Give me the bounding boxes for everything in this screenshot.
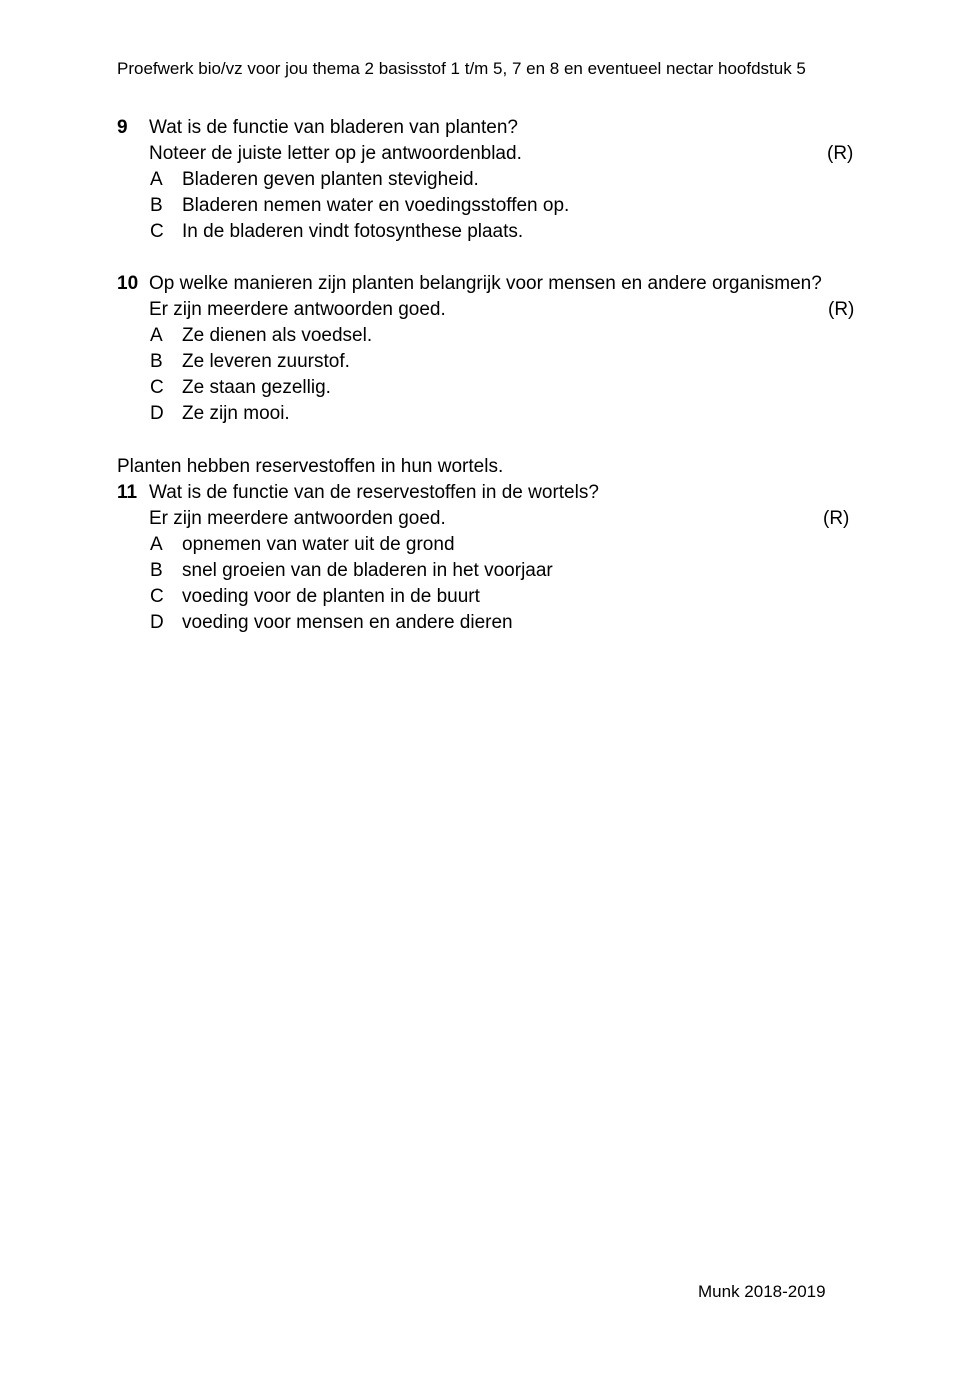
option-text: In de bladeren vindt fotosynthese plaats. <box>182 221 524 242</box>
option-letter: B <box>150 195 163 216</box>
option-text: Bladeren nemen water en voedingsstoffen op. <box>182 195 570 216</box>
question-tag: (R) <box>828 299 855 320</box>
question-text: Wat is de functie van de reservestoffen in de wortels? <box>149 482 599 503</box>
option-text: Ze zijn mooi. <box>182 403 290 424</box>
instruction-line <box>117 506 857 532</box>
option-text: Ze leveren zuurstof. <box>182 351 350 372</box>
question-instruction: Noteer de juiste letter op je antwoordenblad. <box>149 143 522 164</box>
answer-option <box>117 532 857 558</box>
intro-line <box>117 454 857 480</box>
option-text: snel groeien van de bladeren in het voorjaar <box>182 560 553 581</box>
question-text: Wat is de functie van bladeren van planten? <box>149 117 518 138</box>
question-11 <box>117 454 857 636</box>
question-number: 9 <box>117 117 128 138</box>
question-instruction: Er zijn meerdere antwoorden goed. <box>149 299 446 320</box>
option-text: voeding voor de planten in de buurt <box>182 586 480 607</box>
option-text: voeding voor mensen en andere dieren <box>182 612 513 633</box>
answer-option <box>117 349 857 375</box>
option-letter: D <box>150 403 164 424</box>
question-instruction: Er zijn meerdere antwoorden goed. <box>149 508 446 529</box>
answer-option <box>117 323 857 349</box>
option-text: Ze staan gezellig. <box>182 377 331 398</box>
question-line <box>117 480 857 506</box>
option-letter: A <box>150 534 163 555</box>
option-letter: B <box>150 351 163 372</box>
question-10 <box>117 271 857 427</box>
option-letter: B <box>150 560 163 581</box>
option-letter: C <box>150 377 164 398</box>
answer-option <box>117 167 857 193</box>
answer-option <box>117 584 857 610</box>
question-number: 10 <box>117 273 139 294</box>
option-letter: A <box>150 169 163 190</box>
answer-option <box>117 219 857 245</box>
option-letter: C <box>150 586 164 607</box>
question-line <box>117 271 857 297</box>
question-number: 11 <box>117 482 138 503</box>
instruction-line <box>117 141 857 167</box>
question-tag: (R) <box>823 508 850 529</box>
question-line <box>117 115 857 141</box>
page-header: Proefwerk bio/vz voor jou thema 2 basisstof 1 t/m 5, 7 en 8 en eventueel nectar hoofdstuk 5 <box>117 59 806 78</box>
answer-option <box>117 401 857 427</box>
answer-option <box>117 193 857 219</box>
answer-option <box>117 375 857 401</box>
question-intro: Planten hebben reservestoffen in hun wortels. <box>117 456 504 477</box>
option-letter: D <box>150 612 164 633</box>
question-tag: (R) <box>827 143 854 164</box>
answer-option <box>117 558 857 584</box>
question-text: Op welke manieren zijn planten belangrijk voor mensen en andere organismen? <box>149 273 822 294</box>
option-letter: A <box>150 325 163 346</box>
instruction-line <box>117 297 857 323</box>
page-footer: Munk 2018-2019 <box>698 1282 826 1301</box>
option-letter: C <box>150 221 164 242</box>
option-text: opnemen van water uit de grond <box>182 534 455 555</box>
option-text: Bladeren geven planten stevigheid. <box>182 169 479 190</box>
answer-option <box>117 610 857 636</box>
question-9 <box>117 115 857 245</box>
option-text: Ze dienen als voedsel. <box>182 325 373 346</box>
